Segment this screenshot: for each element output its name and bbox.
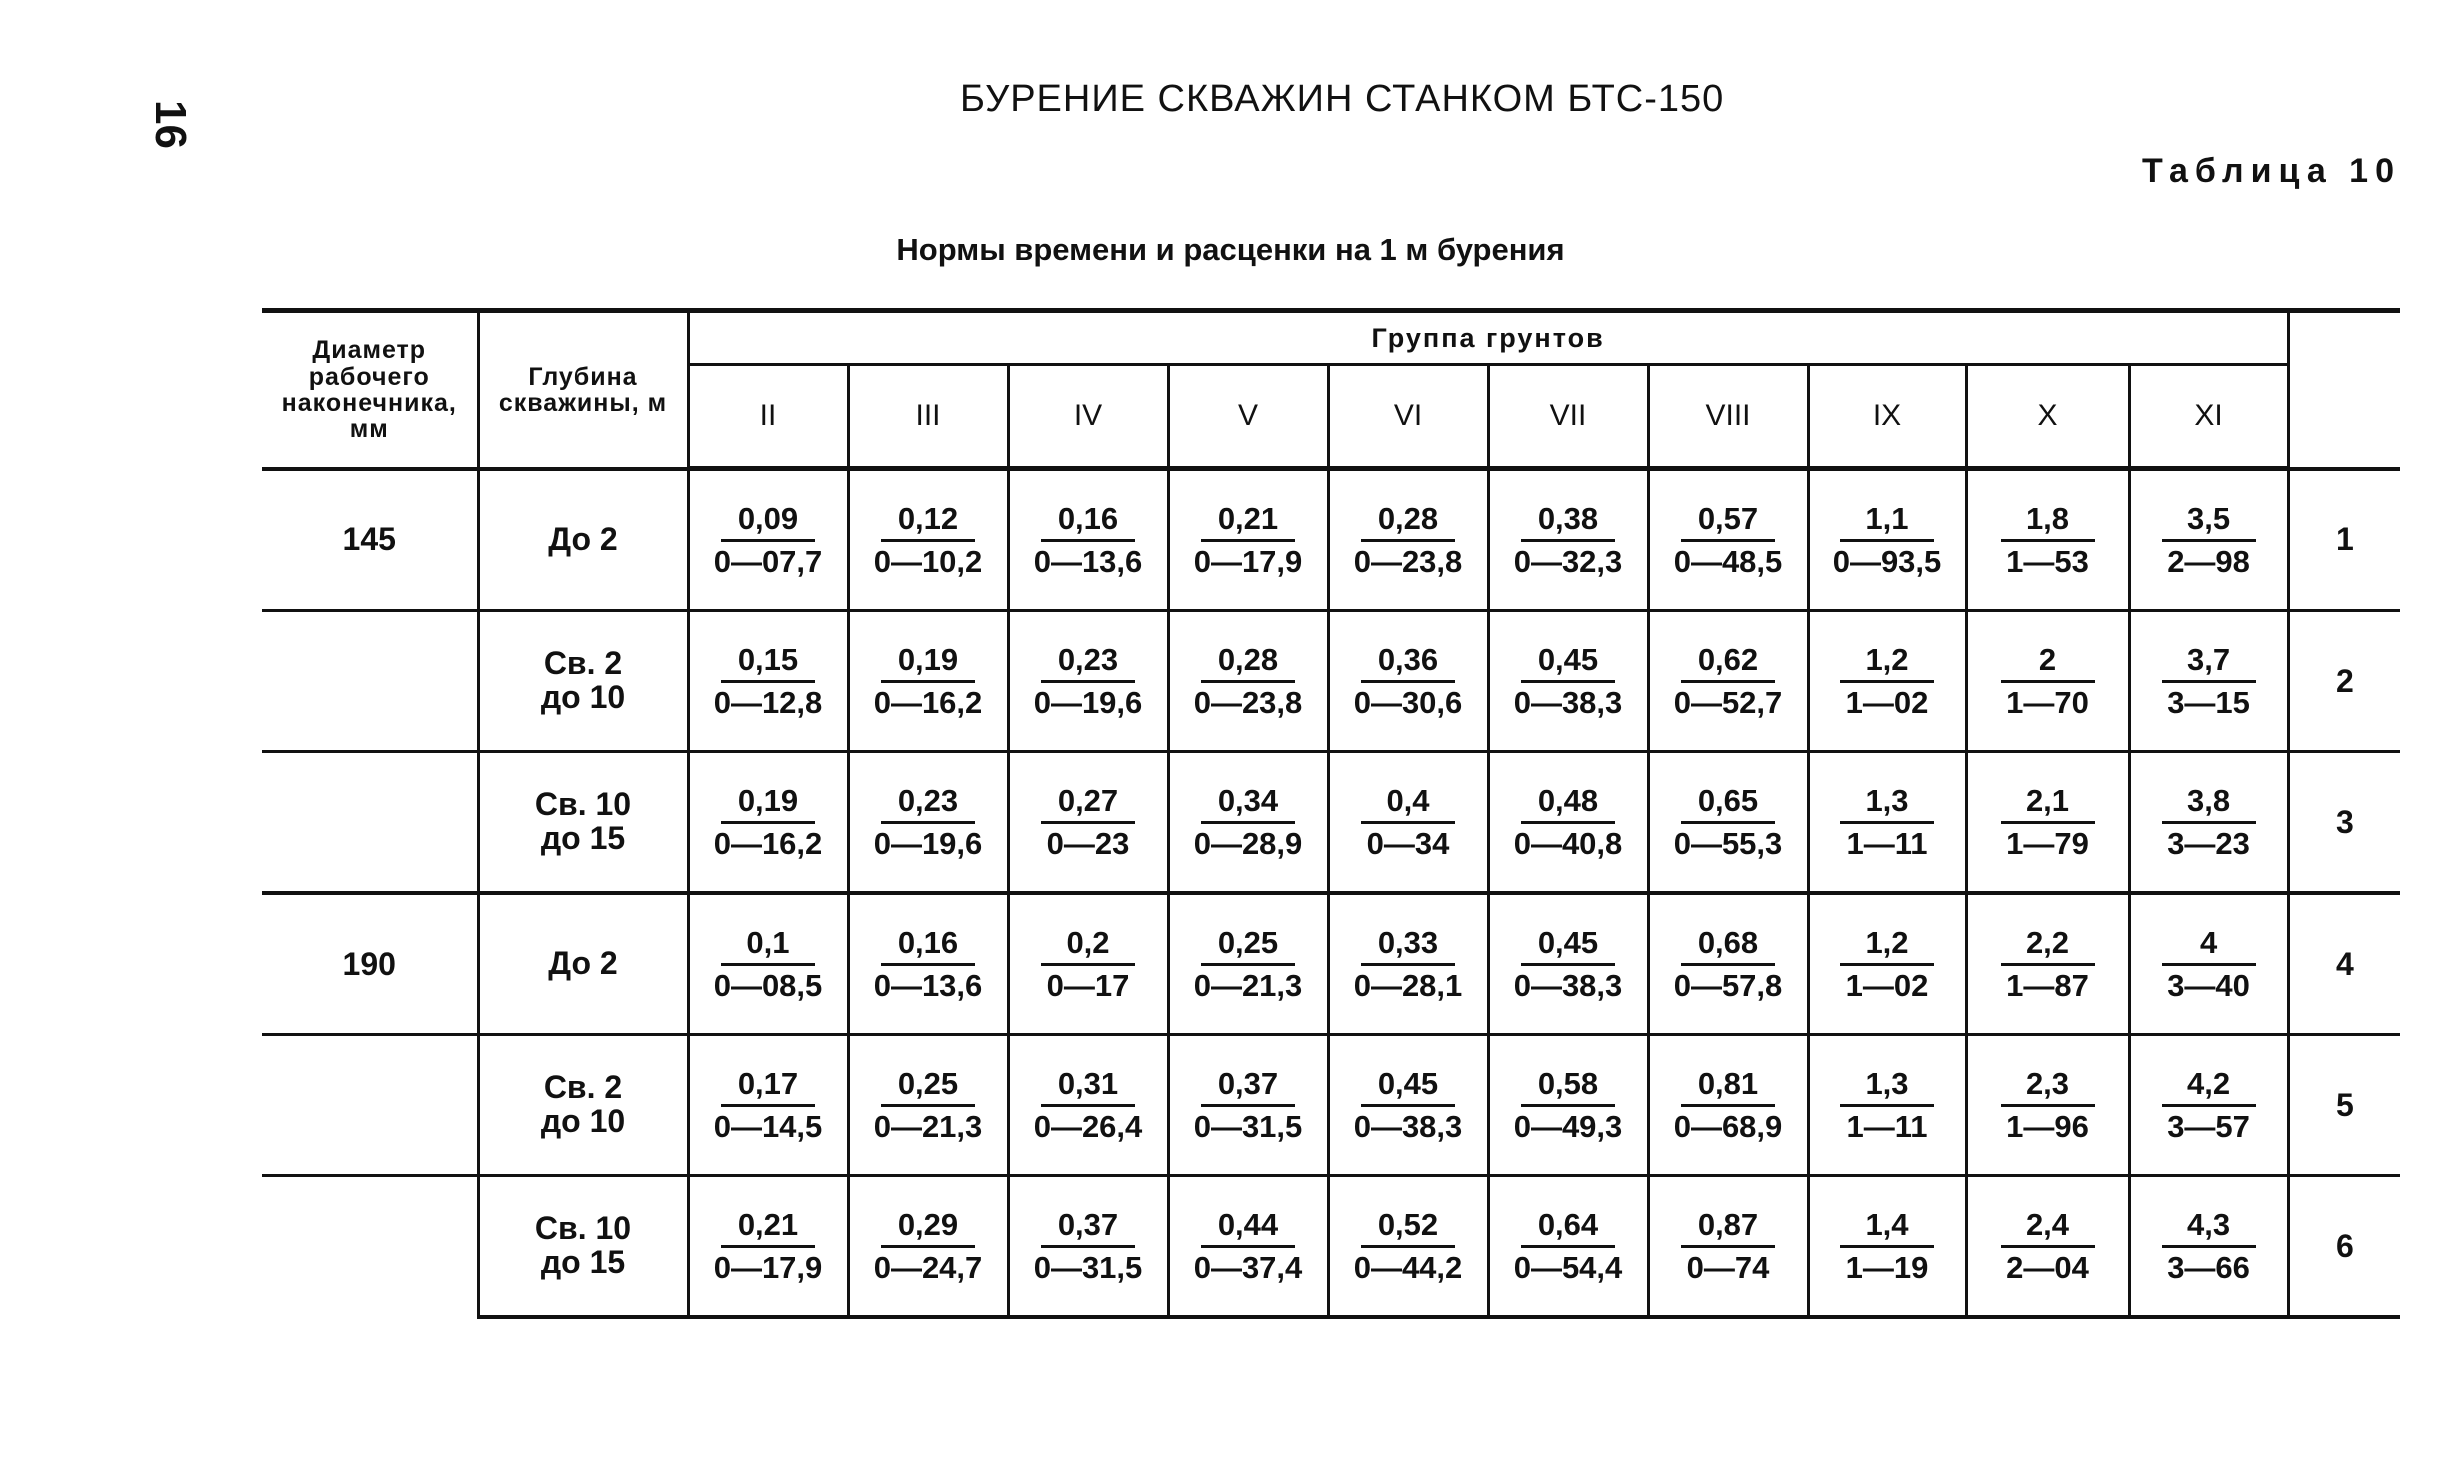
- rate-fraction: [874, 642, 983, 721]
- price-rate: 0—38,3: [1513, 684, 1623, 720]
- rate-cell: [1648, 1176, 1808, 1318]
- time-norm: 2,3: [2001, 1066, 2095, 1107]
- rate-cell: [1648, 752, 1808, 894]
- rate-cell: [1168, 469, 1328, 611]
- rate-fraction: [2162, 783, 2256, 862]
- depth-line-2: до 15: [540, 820, 626, 856]
- time-norm: 0,45: [1521, 642, 1615, 683]
- time-norm: 2,1: [2001, 783, 2095, 824]
- depth-cell: [478, 752, 688, 894]
- time-norm: 0,36: [1361, 642, 1455, 683]
- price-rate: 0—31,5: [1033, 1249, 1143, 1285]
- time-norm: 0,48: [1521, 783, 1615, 824]
- rate-cell: [1328, 752, 1488, 894]
- rate-fraction: [1034, 1207, 1143, 1286]
- price-rate: 0—40,8: [1513, 825, 1623, 861]
- rate-fraction: [1194, 1207, 1303, 1286]
- rate-fraction: [874, 501, 983, 580]
- price-rate: 0—34: [1366, 825, 1450, 861]
- time-norm: 0,27: [1041, 783, 1135, 824]
- rate-cell: [688, 1035, 848, 1176]
- price-rate: 0—17,9: [1193, 543, 1303, 579]
- header-group-9: IX: [1808, 365, 1966, 469]
- header-depth: Глубина скважины, м: [478, 311, 688, 469]
- price-rate: 0—12,8: [713, 684, 823, 720]
- rate-fraction: [1674, 1066, 1783, 1145]
- rate-fraction: [1354, 1066, 1463, 1145]
- rate-fraction: [1194, 1066, 1303, 1145]
- price-rate: 2—04: [2006, 1249, 2089, 1285]
- header-group-11: XI: [2129, 365, 2288, 469]
- rate-fraction: [1840, 783, 1934, 862]
- rate-fraction: [714, 642, 823, 721]
- price-rate: 0—23: [1046, 825, 1130, 861]
- rate-cell: [1808, 752, 1966, 894]
- price-rate: 1—11: [1846, 825, 1928, 861]
- rate-fraction: [2001, 501, 2095, 580]
- rate-cell: [688, 893, 848, 1035]
- rate-fraction: [2162, 501, 2256, 580]
- depth-cell: [478, 1035, 688, 1176]
- price-rate: 0—13,6: [873, 967, 983, 1003]
- rate-fraction: [1041, 783, 1135, 862]
- rate-fraction: [1354, 501, 1463, 580]
- time-norm: 0,34: [1201, 783, 1295, 824]
- time-norm: 0,64: [1521, 1207, 1615, 1248]
- time-norm: 0,65: [1681, 783, 1775, 824]
- rate-fraction: [874, 1066, 983, 1145]
- time-norm: 0,87: [1681, 1207, 1775, 1248]
- rate-fraction: [2162, 1207, 2256, 1286]
- rate-fraction: [1354, 925, 1463, 1004]
- rate-fraction: [1361, 783, 1455, 862]
- rate-fraction: [1514, 1207, 1623, 1286]
- price-rate: 2—98: [2167, 543, 2250, 579]
- price-rate: 1—02: [1845, 967, 1929, 1003]
- price-rate: 1—79: [2006, 825, 2089, 861]
- time-norm: 0,09: [721, 501, 815, 542]
- rate-fraction: [714, 783, 823, 862]
- time-norm: 4,2: [2162, 1066, 2256, 1107]
- time-norm: 0,29: [881, 1207, 975, 1248]
- diameter-cell: 145: [262, 469, 478, 611]
- price-rate: 0—57,8: [1673, 967, 1783, 1003]
- rate-cell: [1168, 1035, 1328, 1176]
- time-norm: 0,2: [1041, 925, 1135, 966]
- diameter-cell: [262, 1035, 478, 1176]
- rate-cell: [2129, 469, 2288, 611]
- rate-fraction: [2001, 642, 2095, 721]
- norms-table: [262, 308, 2400, 1319]
- time-norm: 4: [2162, 925, 2256, 966]
- time-norm: 0,58: [1521, 1066, 1615, 1107]
- time-norm: 0,57: [1681, 501, 1775, 542]
- rate-fraction: [2001, 1207, 2095, 1286]
- depth-cell: [478, 1176, 688, 1318]
- rate-cell: [1008, 893, 1168, 1035]
- rate-fraction: [714, 1207, 823, 1286]
- time-norm: 0,16: [1041, 501, 1135, 542]
- rate-fraction: [1194, 925, 1303, 1004]
- price-rate: 0—38,3: [1353, 1108, 1463, 1144]
- diameter-cell: 190: [262, 893, 478, 1035]
- rate-cell: [848, 611, 1008, 752]
- rate-cell: [848, 469, 1008, 611]
- price-rate: 0—21,3: [1193, 967, 1303, 1003]
- rate-fraction: [874, 1207, 983, 1286]
- rate-cell: [848, 1176, 1008, 1318]
- time-norm: 0,16: [881, 925, 975, 966]
- rate-cell: [1168, 752, 1328, 894]
- rate-fraction: [714, 501, 823, 580]
- rate-cell: [1648, 1035, 1808, 1176]
- rate-fraction: [874, 783, 983, 862]
- time-norm: 0,37: [1041, 1207, 1135, 1248]
- price-rate: 0—31,5: [1193, 1108, 1303, 1144]
- time-norm: 0,21: [721, 1207, 815, 1248]
- rate-cell: [1168, 611, 1328, 752]
- rate-fraction: [714, 925, 823, 1004]
- depth-line-1: Св. 2: [543, 645, 623, 682]
- price-rate: 3—15: [2167, 684, 2250, 720]
- rate-fraction: [1674, 925, 1783, 1004]
- header-group-8: VIII: [1648, 365, 1808, 469]
- time-norm: 0,12: [881, 501, 975, 542]
- table-row: [262, 893, 2400, 1035]
- header-group-4: IV: [1008, 365, 1168, 469]
- rate-cell: [2129, 1035, 2288, 1176]
- rate-cell: [1328, 1176, 1488, 1318]
- price-rate: 0—52,7: [1673, 684, 1783, 720]
- price-rate: 0—16,2: [713, 825, 823, 861]
- header-group-3: III: [848, 365, 1008, 469]
- row-number: 1: [2288, 469, 2400, 611]
- rate-cell: [688, 752, 848, 894]
- rate-cell: [1648, 611, 1808, 752]
- price-rate: 0—68,9: [1673, 1108, 1783, 1144]
- price-rate: 0—26,4: [1033, 1108, 1143, 1144]
- price-rate: 0—17: [1046, 967, 1130, 1003]
- price-rate: 0—21,3: [873, 1108, 983, 1144]
- rate-cell: [848, 752, 1008, 894]
- rate-cell: [1648, 469, 1808, 611]
- time-norm: 0,62: [1681, 642, 1775, 683]
- depth-line-1: До 2: [548, 520, 618, 557]
- diameter-cell: [262, 752, 478, 894]
- rate-fraction: [1194, 501, 1303, 580]
- diameter-cell: [262, 611, 478, 752]
- price-rate: 0—24,7: [873, 1249, 983, 1285]
- time-norm: 4,3: [2162, 1207, 2256, 1248]
- rate-cell: [688, 611, 848, 752]
- depth-cell: [478, 893, 688, 1035]
- depth-line-2: до 15: [540, 1244, 626, 1280]
- depth-line-2: до 10: [540, 679, 626, 715]
- time-norm: 0,21: [1201, 501, 1295, 542]
- rate-fraction: [2001, 1066, 2095, 1145]
- rate-cell: [2129, 611, 2288, 752]
- time-norm: 0,17: [721, 1066, 815, 1107]
- time-norm: 1,8: [2001, 501, 2095, 542]
- time-norm: 0,45: [1521, 925, 1615, 966]
- rate-cell: [1168, 893, 1328, 1035]
- depth-line-1: До 2: [548, 945, 618, 982]
- rate-fraction: [1840, 1207, 1934, 1286]
- price-rate: 3—40: [2167, 967, 2250, 1003]
- price-rate: 1—96: [2006, 1108, 2089, 1144]
- rate-fraction: [1514, 783, 1623, 862]
- running-head: БУРЕНИЕ СКВАЖИН СТАНКОМ БТС-150: [960, 78, 1725, 120]
- rate-cell: [1966, 893, 2129, 1035]
- price-rate: 0—14,5: [713, 1108, 823, 1144]
- rate-cell: [1648, 893, 1808, 1035]
- rate-cell: [1966, 611, 2129, 752]
- rate-fraction: [1514, 1066, 1623, 1145]
- header-group-5: V: [1168, 365, 1328, 469]
- depth-line-2: до 10: [540, 1103, 626, 1139]
- rate-cell: [1488, 1176, 1648, 1318]
- rate-cell: [1966, 469, 2129, 611]
- header-soil-group: Группа грунтов: [688, 311, 2288, 365]
- rate-fraction: [1840, 925, 1934, 1004]
- rate-cell: [1808, 1035, 1966, 1176]
- rate-fraction: [1354, 642, 1463, 721]
- header-group-7: VII: [1488, 365, 1648, 469]
- price-rate: 0—44,2: [1353, 1249, 1463, 1285]
- price-rate: 0—30,6: [1353, 684, 1463, 720]
- rate-cell: [688, 1176, 848, 1318]
- rate-cell: [1966, 752, 2129, 894]
- rate-cell: [1328, 893, 1488, 1035]
- price-rate: 0—32,3: [1513, 543, 1623, 579]
- row-number: 3: [2288, 752, 2400, 894]
- rate-cell: [1488, 752, 1648, 894]
- table-label: Таблица 10: [2142, 152, 2401, 190]
- header-diameter: Диаметр рабочего наконечника, мм: [262, 311, 478, 469]
- price-rate: 0—08,5: [713, 967, 823, 1003]
- table-title: Нормы времени и расценки на 1 м бурения: [896, 232, 1565, 267]
- rate-fraction: [1833, 501, 1942, 580]
- time-norm: 0,31: [1041, 1066, 1135, 1107]
- price-rate: 1—11: [1846, 1108, 1928, 1144]
- time-norm: 0,25: [881, 1066, 975, 1107]
- time-norm: 0,52: [1361, 1207, 1455, 1248]
- price-rate: 1—70: [2006, 684, 2089, 720]
- rate-cell: [1808, 469, 1966, 611]
- price-rate: 0—93,5: [1832, 543, 1942, 579]
- time-norm: 1,2: [1840, 925, 1934, 966]
- table-row: [262, 1176, 2400, 1318]
- time-norm: 0,23: [881, 783, 975, 824]
- rate-fraction: [1034, 501, 1143, 580]
- price-rate: 0—28,1: [1353, 967, 1463, 1003]
- rate-cell: [1488, 611, 1648, 752]
- price-rate: 0—49,3: [1513, 1108, 1623, 1144]
- time-norm: 0,33: [1361, 925, 1455, 966]
- price-rate: 0—37,4: [1193, 1249, 1303, 1285]
- table-row: [262, 611, 2400, 752]
- rate-cell: [1008, 611, 1168, 752]
- rate-cell: [1808, 611, 1966, 752]
- rate-fraction: [1514, 501, 1623, 580]
- time-norm: 0,45: [1361, 1066, 1455, 1107]
- rate-fraction: [1041, 925, 1135, 1004]
- row-number: 5: [2288, 1035, 2400, 1176]
- time-norm: 3,8: [2162, 783, 2256, 824]
- rate-fraction: [1514, 925, 1623, 1004]
- rate-cell: [1488, 1035, 1648, 1176]
- depth-line-1: Св. 2: [543, 1069, 623, 1106]
- rate-cell: [1966, 1176, 2129, 1318]
- rate-cell: [1008, 1176, 1168, 1318]
- time-norm: 0,15: [721, 642, 815, 683]
- header-group-6: VI: [1328, 365, 1488, 469]
- diameter-cell: [262, 1176, 478, 1318]
- depth-cell: [478, 469, 688, 611]
- row-number: 6: [2288, 1176, 2400, 1318]
- time-norm: 0,25: [1201, 925, 1295, 966]
- rate-fraction: [1194, 642, 1303, 721]
- rate-fraction: [1194, 783, 1303, 862]
- price-rate: 1—87: [2006, 967, 2089, 1003]
- time-norm: 1,3: [1840, 1066, 1934, 1107]
- price-rate: 0—17,9: [713, 1249, 823, 1285]
- price-rate: 1—02: [1845, 684, 1929, 720]
- price-rate: 0—74: [1686, 1249, 1770, 1285]
- time-norm: 0,38: [1521, 501, 1615, 542]
- rate-fraction: [1681, 1207, 1775, 1286]
- depth-line-1: Св. 10: [534, 786, 632, 823]
- depth-cell: [478, 611, 688, 752]
- time-norm: 3,5: [2162, 501, 2256, 542]
- rate-cell: [1008, 469, 1168, 611]
- table-row: [262, 1035, 2400, 1176]
- rate-cell: [2129, 893, 2288, 1035]
- rate-cell: [1966, 1035, 2129, 1176]
- rate-fraction: [714, 1066, 823, 1145]
- rate-cell: [2129, 1176, 2288, 1318]
- time-norm: 1,4: [1840, 1207, 1934, 1248]
- price-rate: 0—54,4: [1513, 1249, 1623, 1285]
- row-number: 2: [2288, 611, 2400, 752]
- price-rate: 0—07,7: [713, 543, 823, 579]
- rate-fraction: [1034, 1066, 1143, 1145]
- price-rate: 0—16,2: [873, 684, 983, 720]
- header-group-10: X: [1966, 365, 2129, 469]
- time-norm: 0,23: [1041, 642, 1135, 683]
- time-norm: 2,4: [2001, 1207, 2095, 1248]
- rate-fraction: [1034, 642, 1143, 721]
- rate-cell: [1008, 752, 1168, 894]
- rate-fraction: [1674, 501, 1783, 580]
- rate-fraction: [1674, 642, 1783, 721]
- rate-cell: [1808, 893, 1966, 1035]
- rate-fraction: [2001, 925, 2095, 1004]
- price-rate: 3—66: [2167, 1249, 2250, 1285]
- price-rate: 0—48,5: [1673, 543, 1783, 579]
- rate-cell: [688, 469, 848, 611]
- rate-cell: [1008, 1035, 1168, 1176]
- time-norm: 0,28: [1201, 642, 1295, 683]
- rate-cell: [1808, 1176, 1966, 1318]
- time-norm: 0,19: [881, 642, 975, 683]
- rate-fraction: [874, 925, 983, 1004]
- time-norm: 2,2: [2001, 925, 2095, 966]
- price-rate: 3—57: [2167, 1108, 2250, 1144]
- rate-cell: [2129, 752, 2288, 894]
- table-row: [262, 469, 2400, 611]
- price-rate: 0—23,8: [1353, 543, 1463, 579]
- price-rate: 0—38,3: [1513, 967, 1623, 1003]
- rate-cell: [1328, 469, 1488, 611]
- time-norm: 1,2: [1840, 642, 1934, 683]
- time-norm: 2: [2001, 642, 2095, 683]
- time-norm: 0,68: [1681, 925, 1775, 966]
- rate-cell: [848, 893, 1008, 1035]
- rate-cell: [1328, 611, 1488, 752]
- time-norm: 3,7: [2162, 642, 2256, 683]
- depth-line-1: Св. 10: [534, 1210, 632, 1247]
- price-rate: 0—19,6: [1033, 684, 1143, 720]
- price-rate: 1—19: [1845, 1249, 1929, 1285]
- rate-cell: [848, 1035, 1008, 1176]
- row-number: 4: [2288, 893, 2400, 1035]
- rate-fraction: [1674, 783, 1783, 862]
- time-norm: 0,1: [721, 925, 815, 966]
- time-norm: 0,19: [721, 783, 815, 824]
- rate-cell: [1328, 1035, 1488, 1176]
- price-rate: 0—10,2: [873, 543, 983, 579]
- header-row-number: [2288, 311, 2400, 469]
- rate-fraction: [1840, 642, 1934, 721]
- rate-cell: [1168, 1176, 1328, 1318]
- rate-cell: [1488, 893, 1648, 1035]
- rate-fraction: [2001, 783, 2095, 862]
- rate-fraction: [2162, 1066, 2256, 1145]
- price-rate: 1—53: [2006, 543, 2089, 579]
- time-norm: 0,4: [1361, 783, 1455, 824]
- time-norm: 0,44: [1201, 1207, 1295, 1248]
- page-number: 16: [146, 100, 195, 149]
- rate-fraction: [1514, 642, 1623, 721]
- time-norm: 1,3: [1840, 783, 1934, 824]
- time-norm: 1,1: [1840, 501, 1934, 542]
- time-norm: 0,37: [1201, 1066, 1295, 1107]
- rate-fraction: [1354, 1207, 1463, 1286]
- header-group-2: II: [688, 365, 848, 469]
- rate-cell: [1488, 469, 1648, 611]
- price-rate: 0—28,9: [1193, 825, 1303, 861]
- rate-fraction: [2162, 642, 2256, 721]
- price-rate: 3—23: [2167, 825, 2250, 861]
- price-rate: 0—23,8: [1193, 684, 1303, 720]
- price-rate: 0—13,6: [1033, 543, 1143, 579]
- time-norm: 0,28: [1361, 501, 1455, 542]
- rate-fraction: [2162, 925, 2256, 1004]
- rate-fraction: [1840, 1066, 1934, 1145]
- price-rate: 0—55,3: [1673, 825, 1783, 861]
- table-row: [262, 752, 2400, 894]
- price-rate: 0—19,6: [873, 825, 983, 861]
- time-norm: 0,81: [1681, 1066, 1775, 1107]
